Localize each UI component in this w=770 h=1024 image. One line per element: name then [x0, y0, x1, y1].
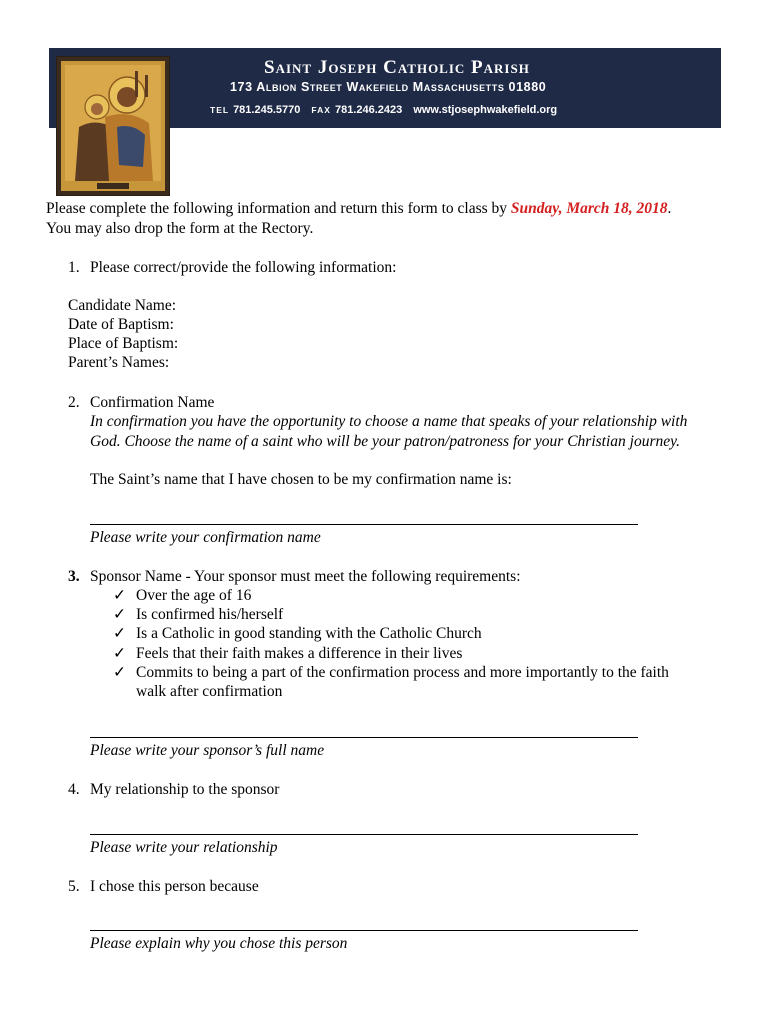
date-of-baptism-label: Date of Baptism:	[68, 316, 174, 333]
requirement-item: Commits to being a part of the confirmation process and more importantly to the faith	[136, 664, 669, 681]
requirement-item: Is confirmed his/herself	[136, 606, 284, 623]
fax-number: 781.246.2423	[334, 104, 403, 116]
requirement-item: Is a Catholic in good standing with the Catholic Church	[136, 625, 482, 642]
check-icon: ✓	[113, 664, 126, 681]
section-5-number: 5.	[68, 878, 80, 895]
parents-names-label: Parent’s Names:	[68, 354, 170, 371]
relationship-field[interactable]	[90, 834, 638, 835]
intro-line-1	[46, 199, 671, 218]
requirement-item: Feels that their faith makes a difference in their lives	[136, 645, 463, 662]
parish-contact	[210, 104, 557, 116]
section-2-desc-1: In confirmation you have the opportunity to choose a name that speaks of your relationship with	[90, 413, 688, 430]
candidate-name-label: Candidate Name:	[68, 297, 177, 314]
sponsor-name-caption: Please write your sponsor’s full name	[90, 742, 325, 759]
section-2-prompt: The Saint’s name that I have chosen to be my confirmation name is:	[90, 471, 512, 488]
requirement-item-continued: walk after confirmation	[136, 683, 283, 700]
check-icon: ✓	[113, 587, 126, 604]
tel-number: 781.245.5770	[233, 104, 301, 116]
intro-period: .	[667, 200, 672, 217]
intro-line-2: You may also drop the form at the Rectory.	[46, 220, 314, 237]
reason-field[interactable]	[90, 930, 638, 931]
parish-name: Saint Joseph Catholic Parish	[264, 57, 530, 78]
confirmation-name-field[interactable]	[90, 524, 638, 525]
place-of-baptism-label: Place of Baptism:	[68, 335, 179, 352]
section-2-desc-2: God. Choose the name of a saint who will be your patron/patroness for your Christian journey.	[90, 433, 681, 450]
sponsor-name-field[interactable]	[90, 737, 638, 738]
check-icon: ✓	[113, 625, 126, 642]
section-3-heading: Sponsor Name - Your sponsor must meet the following requirements:	[90, 568, 521, 585]
section-2-number: 2.	[68, 394, 80, 411]
section-4-heading: My relationship to the sponsor	[90, 781, 280, 798]
section-1-heading: Please correct/provide the following information:	[90, 259, 397, 276]
section-1-number: 1.	[68, 259, 80, 276]
fax-label: FAX	[311, 105, 331, 115]
intro-text: Please complete the following information and return this form to class by	[46, 200, 511, 217]
saint-joseph-icon-image	[56, 56, 170, 196]
relationship-caption: Please write your relationship	[90, 839, 278, 856]
check-icon: ✓	[113, 645, 126, 662]
reason-caption: Please explain why you chose this person	[90, 935, 348, 952]
section-2-heading: Confirmation Name	[90, 394, 215, 411]
section-3-number: 3.	[68, 568, 80, 585]
tel-label: TEL	[210, 105, 230, 115]
saint-joseph-icon	[57, 57, 169, 195]
requirement-item: Over the age of 16	[136, 587, 252, 604]
parish-address: 173 Albion Street Wakefield Massachusetts 01880	[230, 80, 547, 94]
section-4-number: 4.	[68, 781, 80, 798]
confirmation-name-caption: Please write your confirmation name	[90, 529, 321, 546]
section-5-heading: I chose this person because	[90, 878, 259, 895]
website-link[interactable]: www.stjosephwakefield.org	[413, 104, 558, 116]
check-icon: ✓	[113, 606, 126, 623]
due-date: Sunday, March 18, 2018	[510, 200, 668, 217]
